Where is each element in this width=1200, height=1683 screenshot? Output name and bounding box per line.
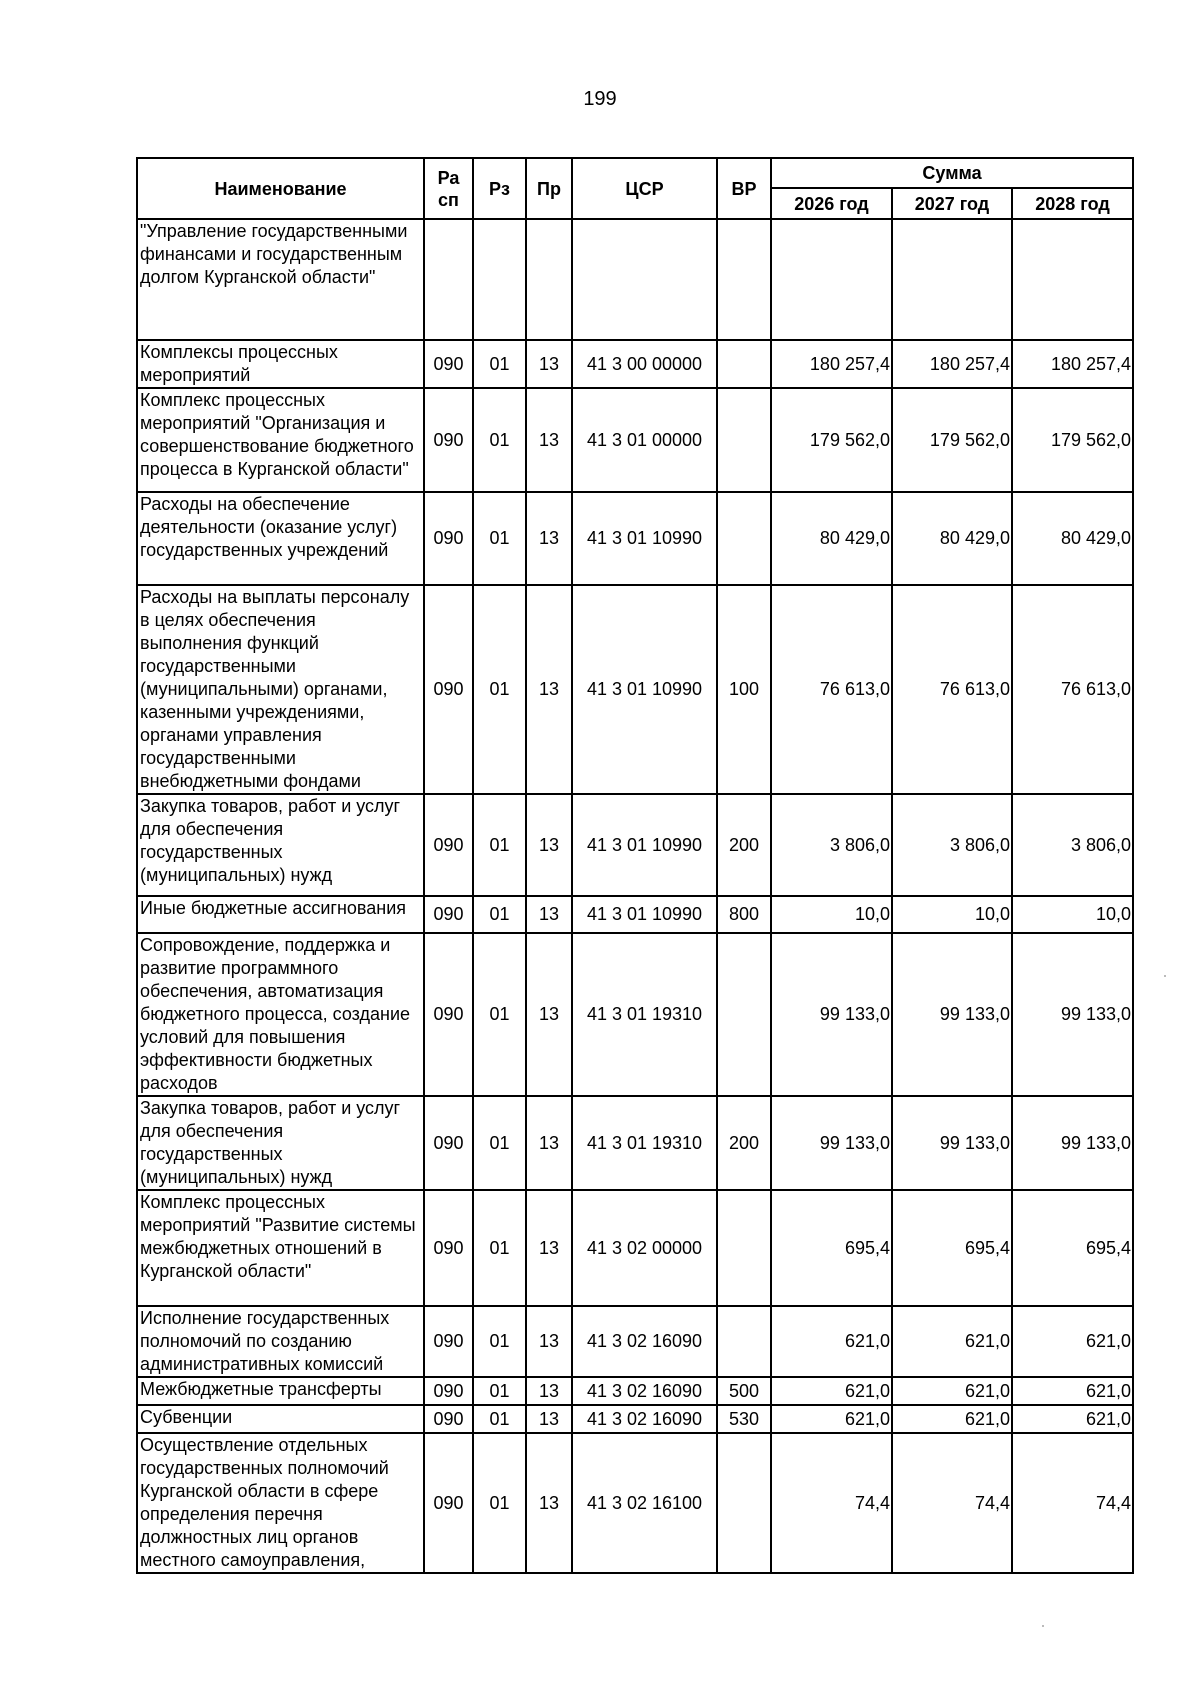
cell-rz: 01 xyxy=(473,1306,526,1377)
cell-rz: 01 xyxy=(473,492,526,585)
cell-vr xyxy=(717,1433,771,1573)
header-sum: Сумма xyxy=(771,158,1133,188)
cell-2027: 76 613,0 xyxy=(892,585,1012,794)
table-row xyxy=(137,585,1133,794)
cell-rz: 01 xyxy=(473,896,526,933)
cell-pr: 13 xyxy=(526,340,572,388)
cell-name: Иные бюджетные ассигнования xyxy=(137,896,424,933)
cell-2026: 10,0 xyxy=(771,896,892,933)
header-csr: ЦСР xyxy=(572,158,717,219)
cell-name: Закупка товаров, работ и услуг для обеспечения государственных (муниципальных) нужд xyxy=(137,1096,424,1190)
cell-pr: 13 xyxy=(526,1096,572,1190)
cell-rz: 01 xyxy=(473,340,526,388)
cell-pr: 13 xyxy=(526,388,572,492)
cell-name: Комплексы процессных мероприятий xyxy=(137,340,424,388)
cell-pr: 13 xyxy=(526,1377,572,1405)
cell-2027: 99 133,0 xyxy=(892,1096,1012,1190)
cell-name: Расходы на выплаты персоналу в целях обеспечения выполнения функций государственными (муниципальными) органами, казенными учреждениями, органами управления государственными внебюджетными фондами xyxy=(137,585,424,794)
header-rz: Рз xyxy=(473,158,526,219)
cell-csr: 41 3 02 16100 xyxy=(572,1433,717,1573)
table-row xyxy=(137,794,1133,896)
cell-2027: 621,0 xyxy=(892,1306,1012,1377)
cell-csr: 41 3 01 19310 xyxy=(572,933,717,1096)
header-vr: ВР xyxy=(717,158,771,219)
table-row xyxy=(137,1190,1133,1306)
cell-rz: 01 xyxy=(473,388,526,492)
cell-rasp: 090 xyxy=(424,1405,473,1433)
cell-rasp xyxy=(424,219,473,340)
table-row xyxy=(137,340,1133,388)
cell-2027: 695,4 xyxy=(892,1190,1012,1306)
cell-rasp: 090 xyxy=(424,1377,473,1405)
cell-name: Осуществление отдельных государственных полномочий Курганской области в сфере определения перечня должностных лиц органов местного самоуправления, xyxy=(137,1433,424,1573)
cell-csr: 41 3 02 16090 xyxy=(572,1306,717,1377)
header-name: Наименование xyxy=(137,158,424,219)
cell-csr: 41 3 01 00000 xyxy=(572,388,717,492)
cell-rasp: 090 xyxy=(424,794,473,896)
cell-rasp: 090 xyxy=(424,1433,473,1573)
table-body xyxy=(137,219,1133,1573)
cell-2028: 74,4 xyxy=(1012,1433,1133,1573)
cell-2026: 695,4 xyxy=(771,1190,892,1306)
cell-2028: 621,0 xyxy=(1012,1405,1133,1433)
table-row xyxy=(137,1377,1133,1405)
cell-rz: 01 xyxy=(473,794,526,896)
cell-name: Сопровождение, поддержка и развитие программного обеспечения, автоматизация бюджетного процесса, создание условий для повышения эффективности бюджетных расходов xyxy=(137,933,424,1096)
cell-2028: 76 613,0 xyxy=(1012,585,1133,794)
cell-vr xyxy=(717,388,771,492)
cell-2026 xyxy=(771,219,892,340)
cell-2028 xyxy=(1012,219,1133,340)
budget-table xyxy=(136,157,1134,1574)
cell-2026: 621,0 xyxy=(771,1306,892,1377)
cell-csr: 41 3 01 10990 xyxy=(572,896,717,933)
cell-2026: 621,0 xyxy=(771,1405,892,1433)
cell-2026: 621,0 xyxy=(771,1377,892,1405)
cell-name: Комплекс процессных мероприятий "Развитие системы межбюджетных отношений в Курганской области" xyxy=(137,1190,424,1306)
cell-2027: 621,0 xyxy=(892,1405,1012,1433)
cell-2028: 179 562,0 xyxy=(1012,388,1133,492)
cell-2026: 74,4 xyxy=(771,1433,892,1573)
cell-2028: 99 133,0 xyxy=(1012,933,1133,1096)
cell-csr xyxy=(572,219,717,340)
cell-pr xyxy=(526,219,572,340)
cell-2026: 179 562,0 xyxy=(771,388,892,492)
header-2027: 2027 год xyxy=(892,188,1012,219)
cell-pr: 13 xyxy=(526,933,572,1096)
cell-2028: 621,0 xyxy=(1012,1306,1133,1377)
cell-2027 xyxy=(892,219,1012,340)
cell-2027: 10,0 xyxy=(892,896,1012,933)
cell-2028: 10,0 xyxy=(1012,896,1133,933)
cell-2026: 3 806,0 xyxy=(771,794,892,896)
cell-vr xyxy=(717,933,771,1096)
cell-vr: 800 xyxy=(717,896,771,933)
cell-rasp: 090 xyxy=(424,340,473,388)
cell-rasp: 090 xyxy=(424,896,473,933)
cell-pr: 13 xyxy=(526,585,572,794)
cell-csr: 41 3 00 00000 xyxy=(572,340,717,388)
cell-name: Субвенции xyxy=(137,1405,424,1433)
cell-vr: 500 xyxy=(717,1377,771,1405)
header-pr: Пр xyxy=(526,158,572,219)
cell-pr: 13 xyxy=(526,1306,572,1377)
cell-rasp: 090 xyxy=(424,1096,473,1190)
cell-rz: 01 xyxy=(473,1377,526,1405)
cell-2027: 180 257,4 xyxy=(892,340,1012,388)
cell-name: "Управление государственными финансами и государственным долгом Курганской области" xyxy=(137,219,424,340)
cell-pr: 13 xyxy=(526,1433,572,1573)
cell-csr: 41 3 02 00000 xyxy=(572,1190,717,1306)
table-row xyxy=(137,896,1133,933)
cell-rasp: 090 xyxy=(424,388,473,492)
header-rasp: Ра сп xyxy=(424,158,473,219)
header-2026: 2026 год xyxy=(771,188,892,219)
cell-csr: 41 3 01 10990 xyxy=(572,585,717,794)
scan-speck xyxy=(1164,975,1166,977)
cell-vr xyxy=(717,492,771,585)
cell-rz xyxy=(473,219,526,340)
cell-pr: 13 xyxy=(526,794,572,896)
cell-2026: 76 613,0 xyxy=(771,585,892,794)
table-row xyxy=(137,1306,1133,1377)
cell-2027: 74,4 xyxy=(892,1433,1012,1573)
cell-rz: 01 xyxy=(473,1096,526,1190)
table-row xyxy=(137,388,1133,492)
cell-2027: 179 562,0 xyxy=(892,388,1012,492)
cell-rz: 01 xyxy=(473,585,526,794)
cell-pr: 13 xyxy=(526,1190,572,1306)
cell-2028: 180 257,4 xyxy=(1012,340,1133,388)
cell-vr: 100 xyxy=(717,585,771,794)
cell-name: Исполнение государственных полномочий по созданию административных комиссий xyxy=(137,1306,424,1377)
cell-rz: 01 xyxy=(473,1190,526,1306)
cell-rasp: 090 xyxy=(424,933,473,1096)
cell-csr: 41 3 01 19310 xyxy=(572,1096,717,1190)
cell-name: Закупка товаров, работ и услуг для обеспечения государственных (муниципальных) нужд xyxy=(137,794,424,896)
cell-rasp: 090 xyxy=(424,1306,473,1377)
cell-2028: 3 806,0 xyxy=(1012,794,1133,896)
table-row xyxy=(137,1096,1133,1190)
cell-name: Межбюджетные трансферты xyxy=(137,1377,424,1405)
cell-vr xyxy=(717,219,771,340)
cell-rasp: 090 xyxy=(424,585,473,794)
cell-vr xyxy=(717,340,771,388)
table-row xyxy=(137,1433,1133,1573)
cell-2026: 99 133,0 xyxy=(771,1096,892,1190)
cell-2027: 80 429,0 xyxy=(892,492,1012,585)
cell-rz: 01 xyxy=(473,1433,526,1573)
cell-rasp: 090 xyxy=(424,492,473,585)
cell-rz: 01 xyxy=(473,933,526,1096)
cell-2027: 3 806,0 xyxy=(892,794,1012,896)
cell-csr: 41 3 01 10990 xyxy=(572,492,717,585)
cell-2026: 180 257,4 xyxy=(771,340,892,388)
table-row xyxy=(137,933,1133,1096)
cell-vr: 530 xyxy=(717,1405,771,1433)
cell-2028: 621,0 xyxy=(1012,1377,1133,1405)
cell-vr xyxy=(717,1190,771,1306)
cell-csr: 41 3 02 16090 xyxy=(572,1377,717,1405)
cell-2026: 99 133,0 xyxy=(771,933,892,1096)
cell-2027: 621,0 xyxy=(892,1377,1012,1405)
cell-vr xyxy=(717,1306,771,1377)
cell-2028: 99 133,0 xyxy=(1012,1096,1133,1190)
cell-rasp: 090 xyxy=(424,1190,473,1306)
table-header xyxy=(137,158,1133,219)
scan-speck xyxy=(1042,1625,1044,1627)
cell-2028: 80 429,0 xyxy=(1012,492,1133,585)
cell-2028: 695,4 xyxy=(1012,1190,1133,1306)
cell-2027: 99 133,0 xyxy=(892,933,1012,1096)
cell-rz: 01 xyxy=(473,1405,526,1433)
cell-csr: 41 3 01 10990 xyxy=(572,794,717,896)
cell-2026: 80 429,0 xyxy=(771,492,892,585)
table-row xyxy=(137,492,1133,585)
cell-name: Комплекс процессных мероприятий "Организация и совершенствование бюджетного процесса в Курганской области" xyxy=(137,388,424,492)
cell-name: Расходы на обеспечение деятельности (оказание услуг) государственных учреждений xyxy=(137,492,424,585)
table-row xyxy=(137,219,1133,340)
table-row xyxy=(137,1405,1133,1433)
page-number: 199 xyxy=(583,88,617,110)
cell-vr: 200 xyxy=(717,794,771,896)
cell-pr: 13 xyxy=(526,896,572,933)
cell-pr: 13 xyxy=(526,1405,572,1433)
cell-vr: 200 xyxy=(717,1096,771,1190)
cell-csr: 41 3 02 16090 xyxy=(572,1405,717,1433)
header-2028: 2028 год xyxy=(1012,188,1133,219)
cell-pr: 13 xyxy=(526,492,572,585)
